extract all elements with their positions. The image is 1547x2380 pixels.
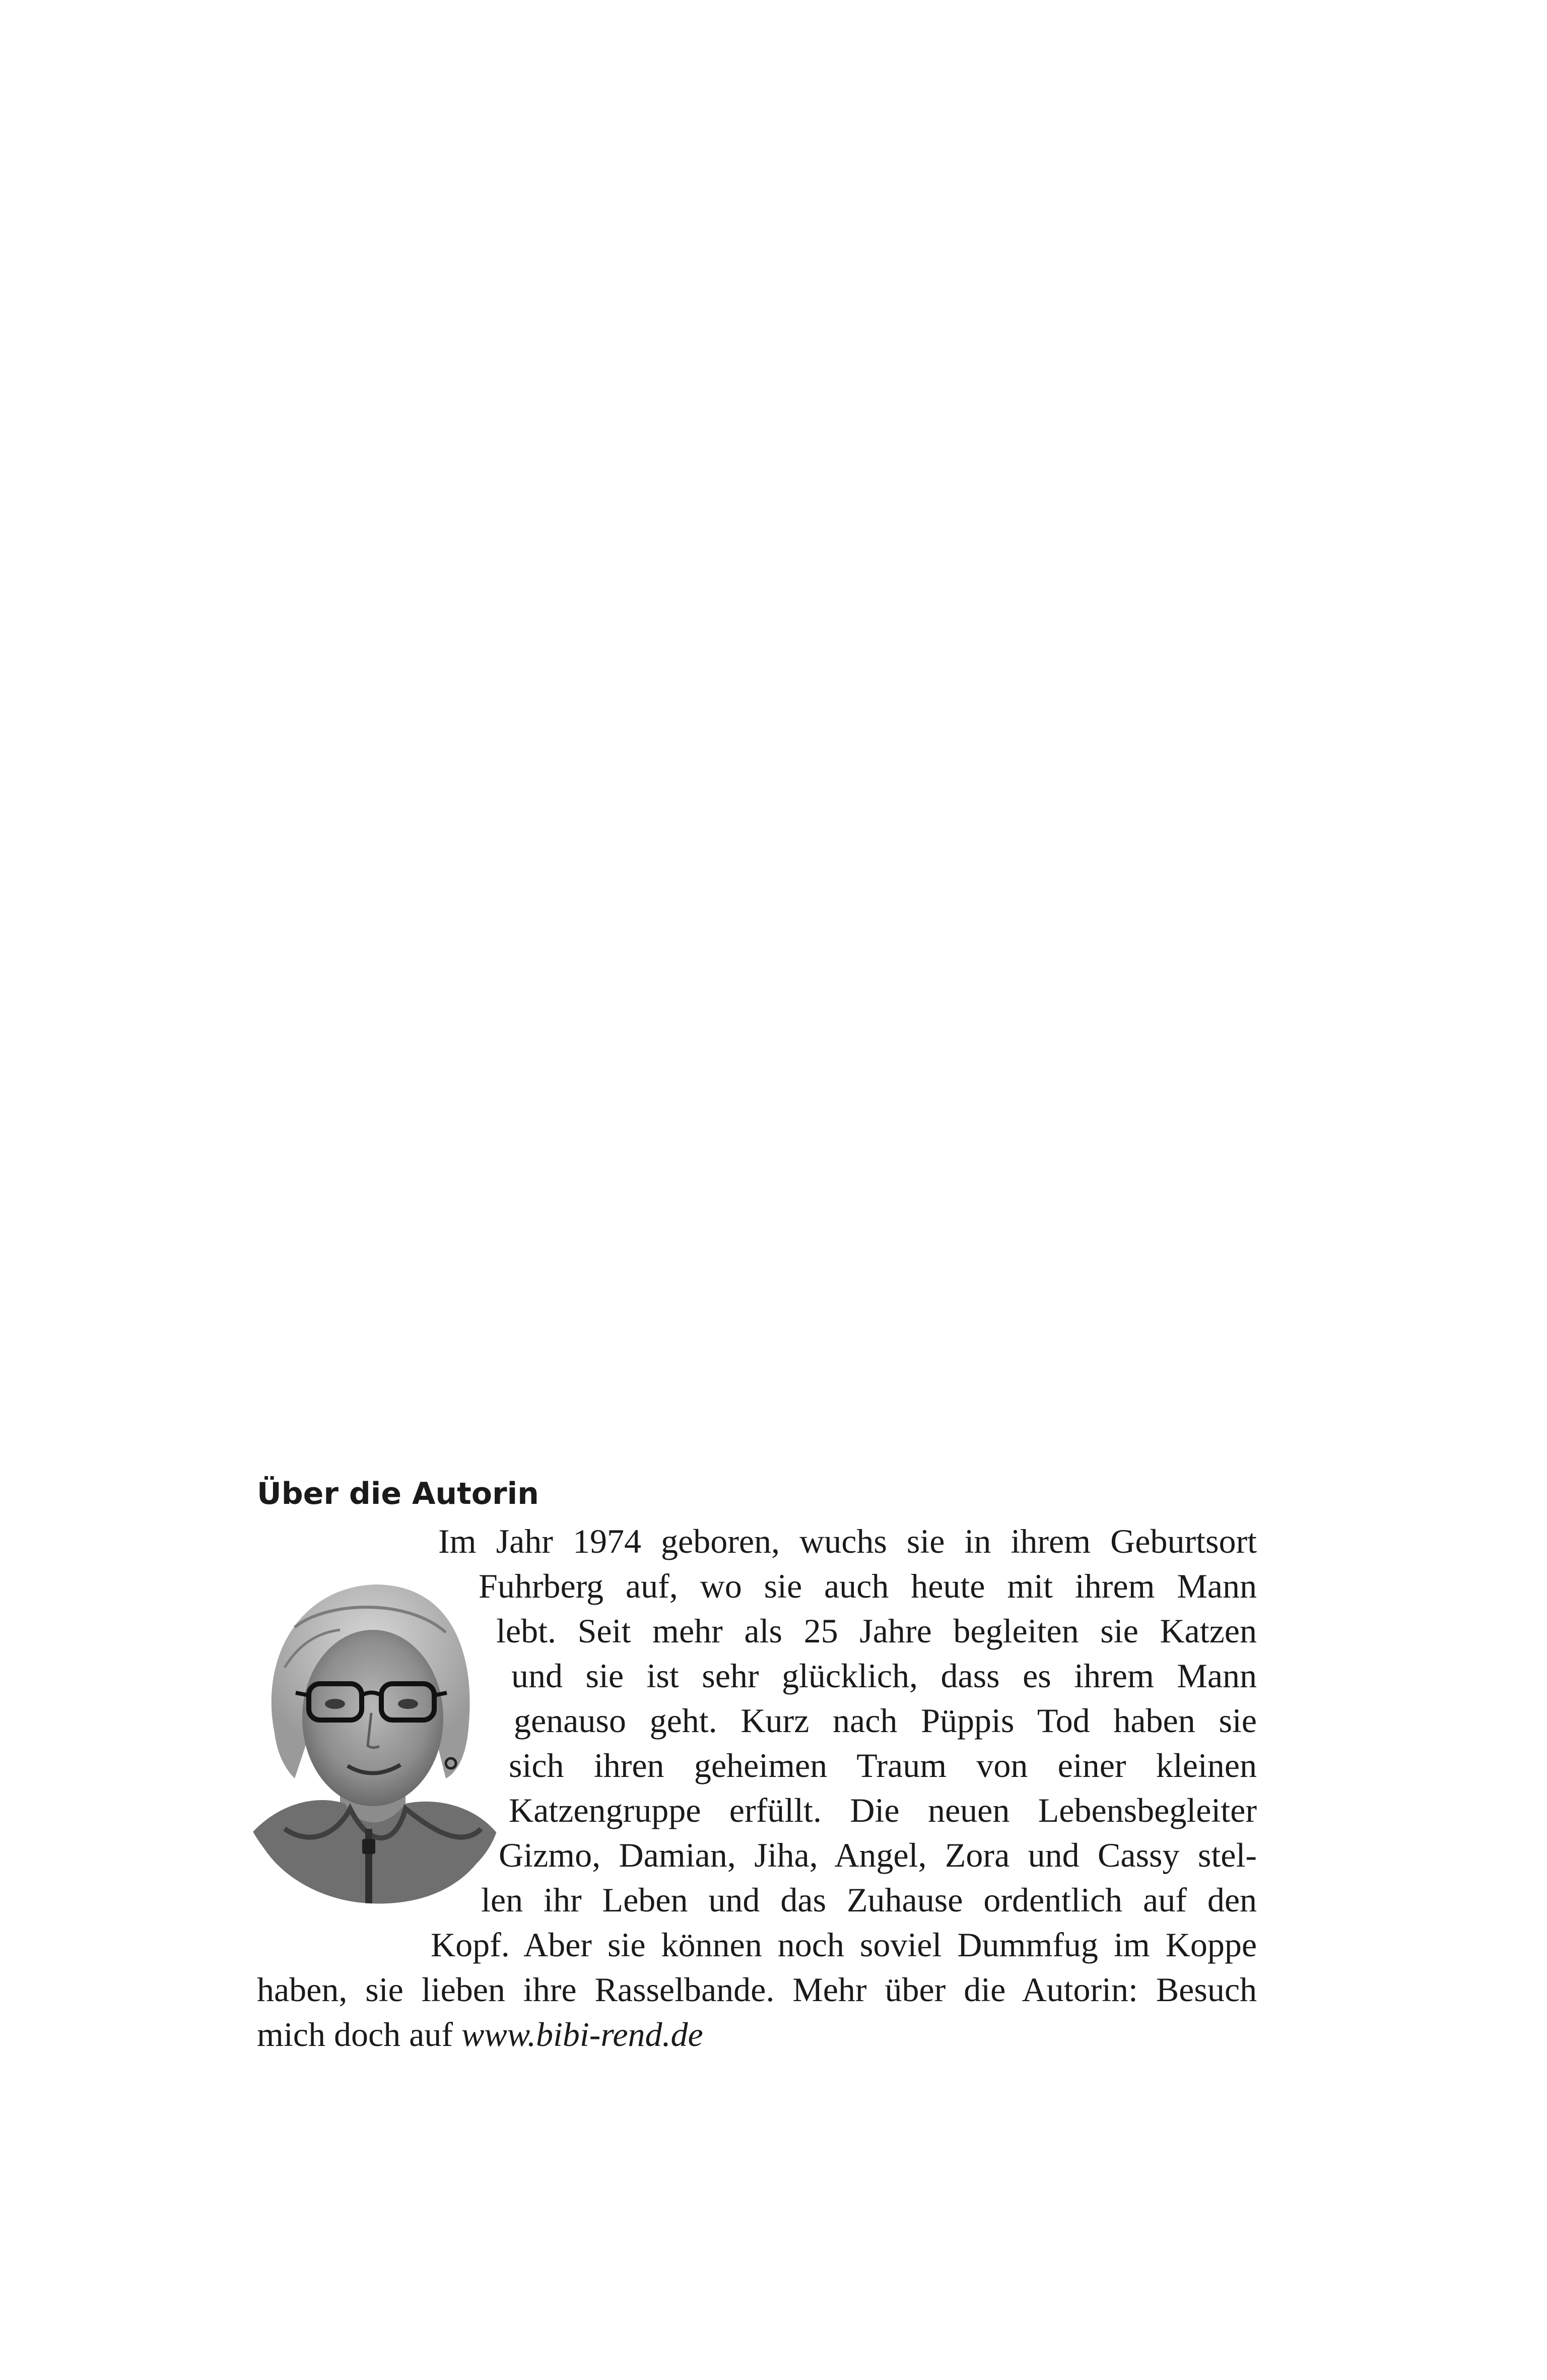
bio-line: sich ihren geheimen Traum von einer kleinen bbox=[509, 1746, 1257, 1784]
bio-line: und sie ist sehr glücklich, dass es ihrem Mann bbox=[511, 1657, 1257, 1695]
about-author-section bbox=[257, 1469, 1257, 2053]
bio-line: Gizmo, Damian, Jiha, Angel, Zora und Cassy stel- bbox=[499, 1836, 1257, 1874]
author-website-link[interactable]: www.bibi-rend.de bbox=[461, 2015, 703, 2054]
author-portrait bbox=[239, 1567, 501, 1904]
bio-line: len ihr Leben und das Zuhause ordentlich auf den bbox=[481, 1881, 1257, 1919]
bio-line: Kopf. Aber sie können noch soviel Dummfug im Koppe bbox=[431, 1926, 1257, 1964]
section-heading: Über die Autorin bbox=[257, 1476, 539, 1511]
bio-line: haben, sie lieben ihre Rasselbande. Mehr über die Autorin: Besuch bbox=[257, 1970, 1257, 2009]
bio-line: Katzengruppe erfüllt. Die neuen Lebensbegleiter bbox=[509, 1791, 1257, 1829]
bio-line: Im Jahr 1974 geboren, wuchs sie in ihrem Geburtsort bbox=[438, 1522, 1257, 1560]
bio-line-prefix: mich doch auf bbox=[257, 2015, 461, 2054]
author-bio bbox=[257, 1519, 1257, 2053]
bio-line: Fuhrberg auf, wo sie auch heute mit ihrem Mann bbox=[479, 1567, 1257, 1605]
bio-line: genauso geht. Kurz nach Püppis Tod haben sie bbox=[514, 1701, 1257, 1740]
bio-line-last bbox=[257, 2012, 703, 2057]
bio-line: lebt. Seit mehr als 25 Jahre begleiten sie Katzen bbox=[496, 1612, 1257, 1650]
